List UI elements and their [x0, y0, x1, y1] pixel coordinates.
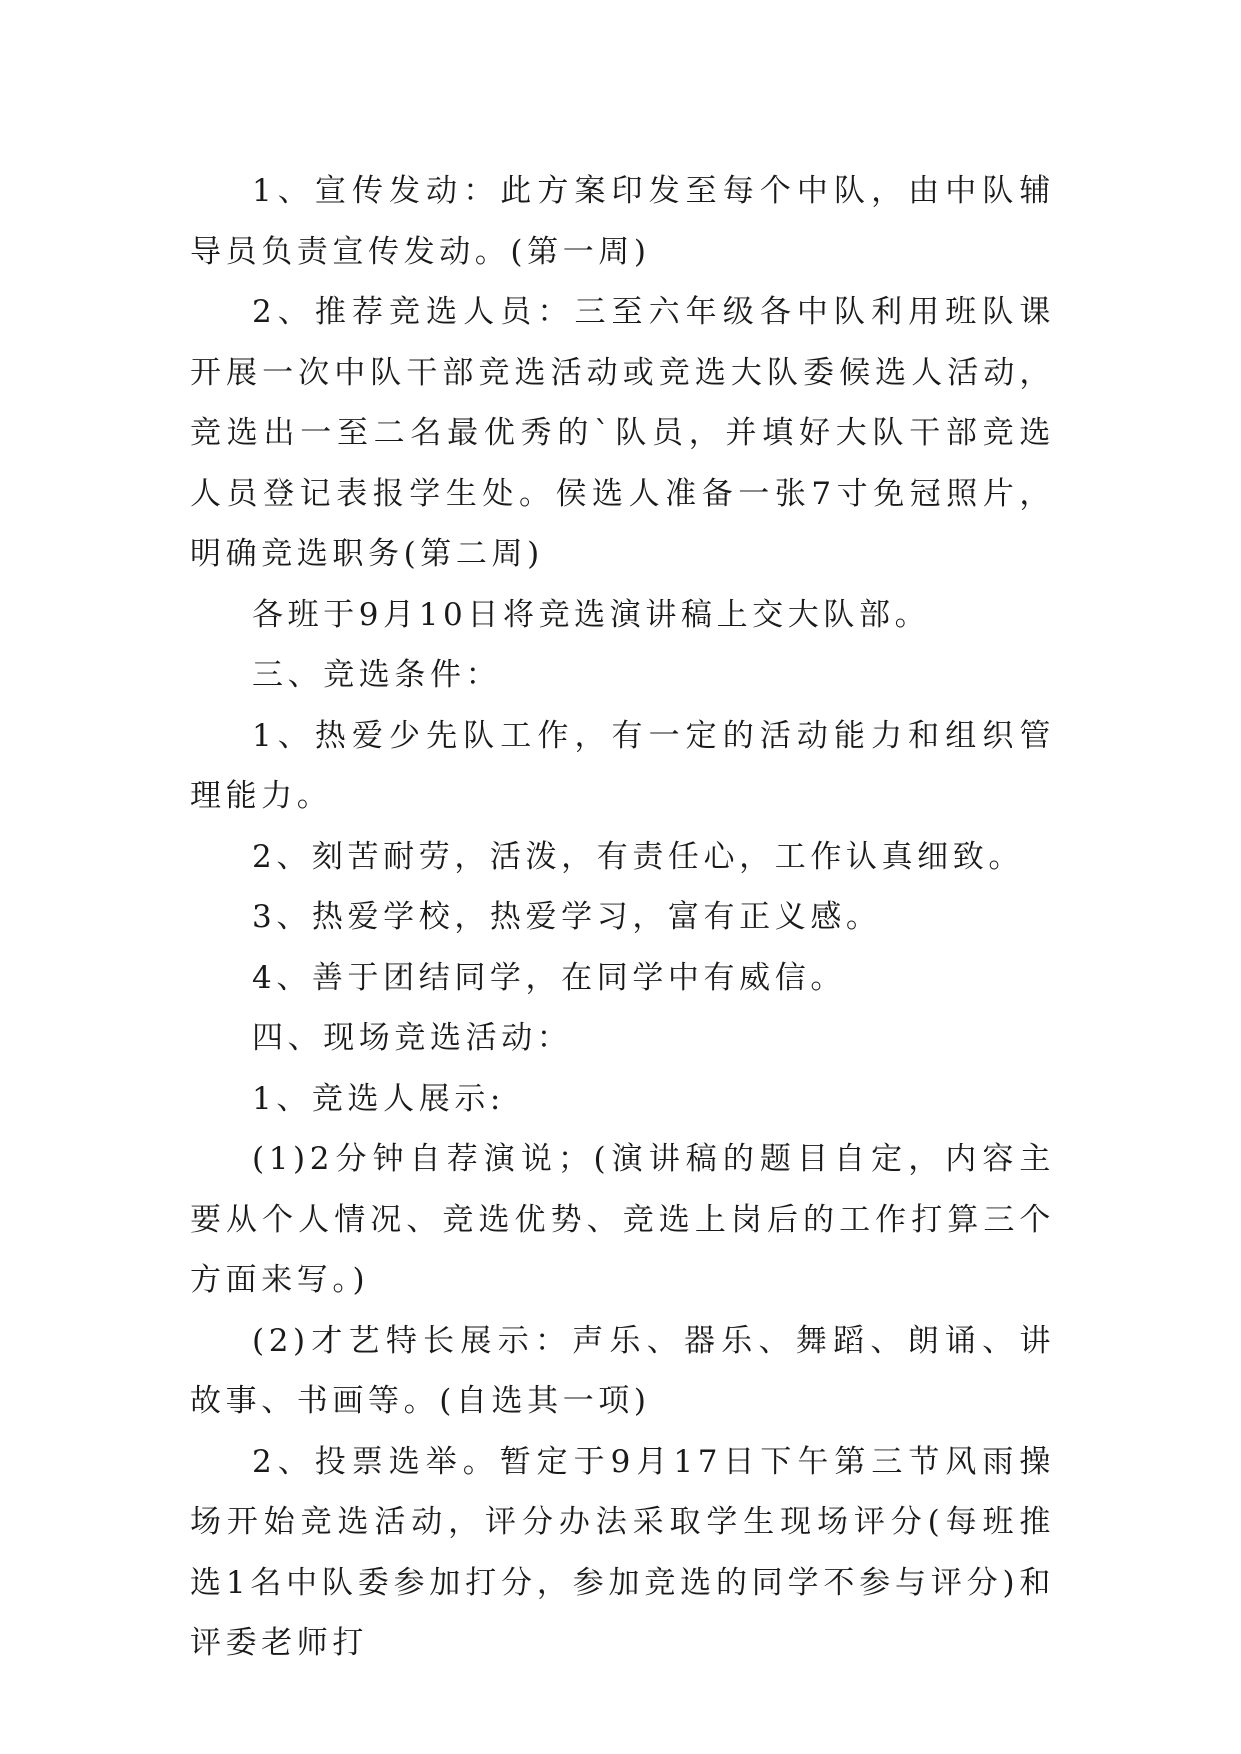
paragraph-condition-2: 2、刻苦耐劳，活泼，有责任心，工作认真细致。: [252, 838, 1024, 875]
document-body: [190, 161, 1055, 1674]
paragraph-speech: (1)2分钟自荐演说；(演讲稿的题目自定，内容主要从个人情况、竞选优势、竞选上岗后的工作打算三个方面来写。): [190, 1141, 1055, 1298]
paragraph-voting: 2、投票选举。暂定于9月17日下午第三节风雨操场开始竞选活动，评分办法采取学生现场评分(每班推选1名中队委参加打分，参加竞选的同学不参与评分)和评委老师打: [190, 1443, 1055, 1661]
paragraph-speech-deadline: 各班于9月10日将竞选演讲稿上交大队部。: [252, 596, 931, 633]
section-heading-conditions: 三、竞选条件：: [252, 657, 502, 693]
paragraph-talent-show: (2)才艺特长展示：声乐、器乐、舞蹈、朗诵、讲故事、书画等。(自选其一项): [190, 1322, 1055, 1419]
paragraph-condition-4: 4、善于团结同学，在同学中有威信。: [252, 959, 846, 996]
paragraph-recommend-candidates: 2、推荐竞选人员：三至六年级各中队利用班队课开展一次中队干部竞选活动或竞选大队委候选人活动，竞选出一至二名最优秀的`队员，并填好大队干部竞选人员登记表报学生处。侯选人准备一张7寸免冠照片，明确竞选职务(第二周): [190, 294, 1055, 572]
paragraph-condition-3: 3、热爱学校，热爱学习，富有正义感。: [252, 899, 882, 935]
paragraph-candidate-display: 1、竞选人展示:: [252, 1080, 505, 1117]
paragraph-publicity: 1、宣传发动：此方案印发至每个中队，由中队辅导员负责宣传发动。(第一周): [190, 173, 1055, 270]
paragraph-condition-1: 1、热爱少先队工作，有一定的活动能力和组织管理能力。: [190, 717, 1055, 814]
section-heading-onsite: 四、现场竞选活动：: [252, 1020, 573, 1056]
